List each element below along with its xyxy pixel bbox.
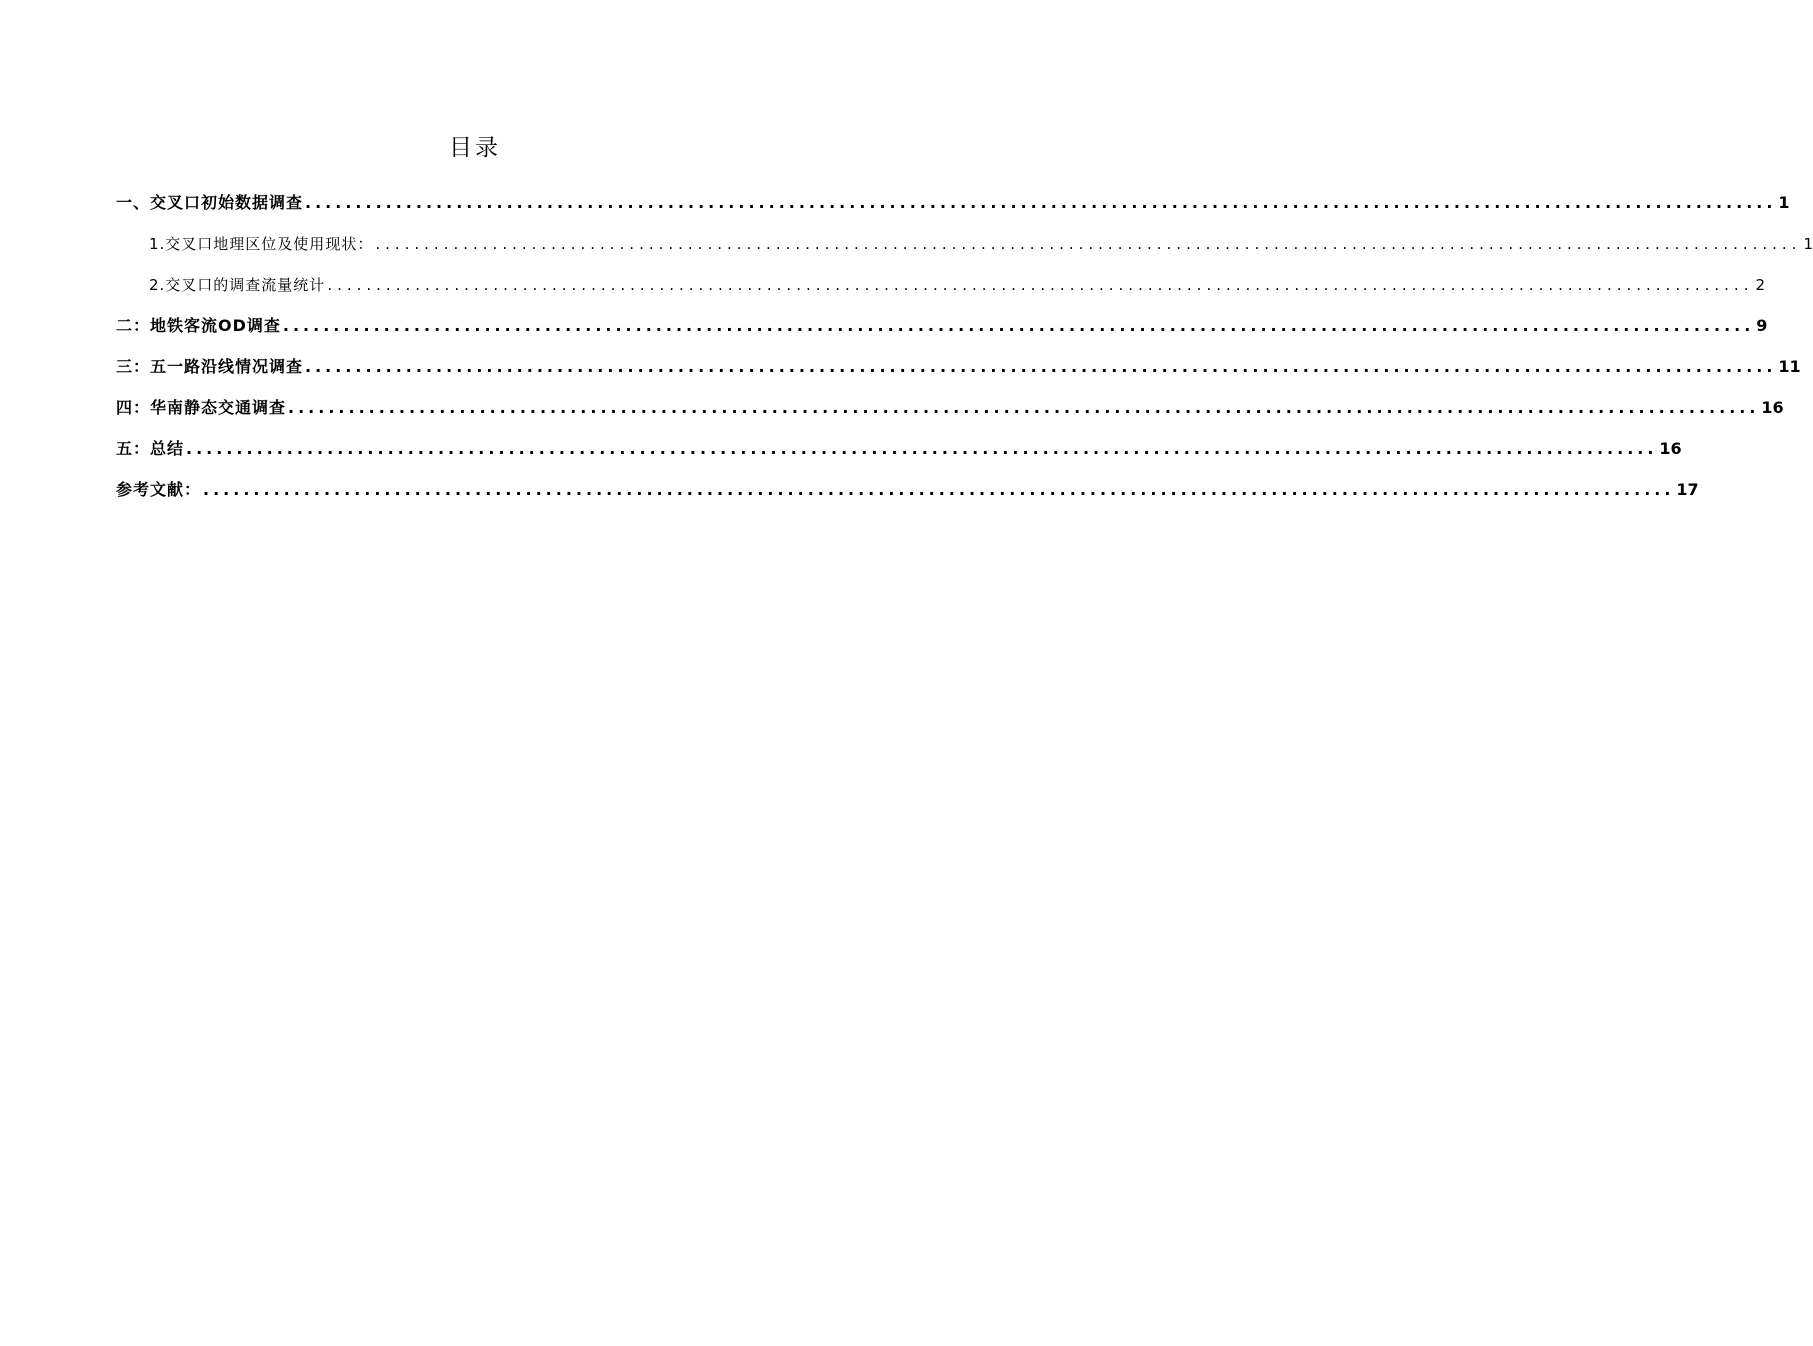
toc-page-number: 1: [1778, 193, 1790, 212]
toc-entry-label: 一、交叉口初始数据调查: [116, 193, 304, 212]
toc-entry[interactable]: [116, 352, 1801, 393]
toc-entry[interactable]: [116, 311, 1768, 352]
toc-entry-label: 2.交叉口的调查流量统计: [149, 276, 326, 294]
toc-entry-label: 二：地铁客流OD调查: [116, 316, 281, 335]
toc-entry-label: 参考文献：: [116, 480, 202, 499]
toc-leader-dots: ..................................................................................................................................................: [375, 235, 1802, 253]
toc-leader-dots: ..................................................................................................................................................: [305, 357, 1777, 376]
toc-page-number: 16: [1659, 439, 1682, 458]
toc-entry[interactable]: [116, 393, 1784, 434]
table-of-contents: [116, 188, 1813, 516]
toc-entry[interactable]: [116, 475, 1699, 516]
toc-leader-dots: ..................................................................................................................................................: [282, 316, 1755, 335]
toc-page-number: 16: [1761, 398, 1784, 417]
toc-entry[interactable]: [116, 188, 1790, 229]
toc-entry-label: 三：五一路沿线情况调查: [116, 357, 304, 376]
toc-page-number: 1: [1803, 235, 1813, 253]
toc-entry-label: 五：总结: [116, 439, 185, 458]
toc-page-number: 17: [1676, 480, 1699, 499]
toc-entry-label: 四：华南静态交通调查: [116, 398, 287, 417]
toc-page-number: 11: [1778, 357, 1801, 376]
toc-entry[interactable]: [116, 229, 1813, 270]
toc-entry[interactable]: [116, 434, 1682, 475]
toc-entry[interactable]: [116, 270, 1766, 311]
toc-leader-dots: ..................................................................................................................................................: [305, 193, 1777, 212]
toc-entry-label: 1.交叉口地理区位及使用现状：: [149, 235, 374, 253]
toc-page-number: 2: [1755, 276, 1766, 294]
toc-page-number: 9: [1756, 316, 1768, 335]
toc-leader-dots: ..................................................................................................................................................: [288, 398, 1760, 417]
page-title: 目录: [449, 135, 501, 161]
toc-leader-dots: ..................................................................................................................................................: [186, 439, 1658, 458]
toc-leader-dots: ..................................................................................................................................................: [327, 276, 1754, 294]
toc-leader-dots: ..................................................................................................................................................: [203, 480, 1675, 499]
